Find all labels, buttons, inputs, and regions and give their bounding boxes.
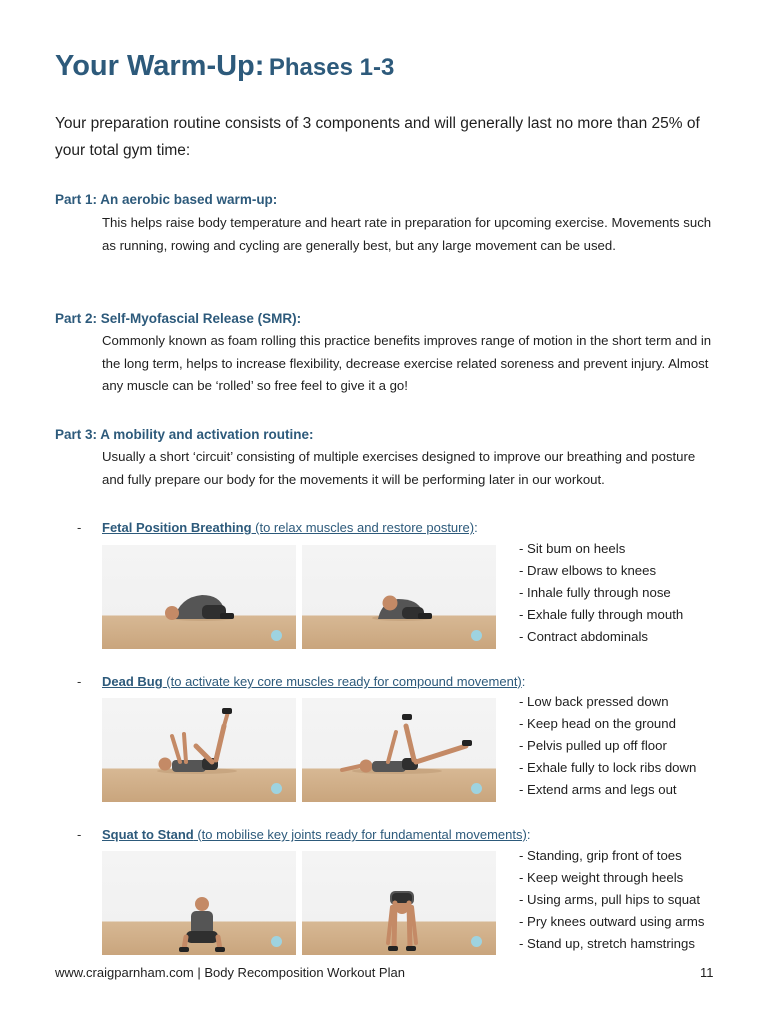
exercise-1-cue: - Sit bum on heels <box>519 541 626 556</box>
watermark-logo <box>471 630 482 641</box>
exercise-2-heading <box>102 674 525 689</box>
part-1-body: This helps raise body temperature and heart rate in preparation for upcoming exercise. Movements such as running, rowing and cycling are generally best, but any large movement can be used. <box>102 215 712 253</box>
exercise-1-photo-1 <box>102 545 296 649</box>
exercise-3-cue: - Pry knees outward using arms <box>519 914 705 929</box>
exercise-1-cue: - Inhale fully through nose <box>519 585 671 600</box>
exercise-2-photo-2 <box>302 698 496 802</box>
exercise-1-cue: - Draw elbows to knees <box>519 563 657 578</box>
exercise-3-name: Squat to Stand <box>102 827 194 842</box>
exercise-2-cue: - Low back pressed down <box>519 694 669 709</box>
exercise-2-cue: - Keep head on the ground <box>519 716 676 731</box>
part-2-body: Commonly known as foam rolling this practice benefits improves range of motion in the short term and in the long term, helps to increase flexibility, decrease exercise related soreness and prevent injury. Almost any muscle can be ‘rolled’ so free feel to give it a go! <box>102 333 712 393</box>
part-3-body: Usually a short ‘circuit’ consisting of multiple exercises designed to improve our breathing and posture and fully prepare our body for the movements it will be performing later in our workout. <box>102 449 696 487</box>
exercise-1-name: Fetal Position Breathing <box>102 520 252 535</box>
exercise-1-cue: - Contract abdominals <box>519 629 649 644</box>
exercise-2-photo-1 <box>102 698 296 802</box>
exercise-2-desc: (to activate key core muscles ready for compound movement) <box>162 674 522 689</box>
watermark-logo <box>271 630 282 641</box>
exercise-2-name: Dead Bug <box>102 674 163 689</box>
exercise-3-photo-1 <box>102 851 296 955</box>
watermark-logo <box>471 936 482 947</box>
exercise-3-dash: - <box>77 827 82 842</box>
exercise-3-cue: - Standing, grip front of toes <box>519 848 682 863</box>
part-3-heading: Part 3: A mobility and activation routine: <box>55 427 314 442</box>
exercise-3-desc: (to mobilise key joints ready for fundamental movements) <box>193 827 527 842</box>
exercise-3-colon: : <box>526 827 531 842</box>
exercise-1-desc: (to relax muscles and restore posture) <box>251 520 475 535</box>
intro-paragraph: Your preparation routine consists of 3 components and will generally last no more than 25% of your total gym time: <box>55 115 700 159</box>
exercise-1-colon: : <box>474 520 478 535</box>
exercise-3-heading <box>102 827 530 842</box>
exercise-2-cue: - Exhale fully to lock ribs down <box>519 760 697 775</box>
page-number: 11 <box>700 965 714 980</box>
watermark-logo <box>271 783 282 794</box>
page-title-main: Your Warm-Up: <box>55 50 265 82</box>
exercise-3-cue: - Stand up, stretch hamstrings <box>519 936 695 951</box>
exercise-1-photo-2 <box>302 545 496 649</box>
watermark-logo <box>271 936 282 947</box>
watermark-logo <box>471 783 482 794</box>
part-2-heading: Part 2: Self-Myofascial Release (SMR): <box>55 311 302 326</box>
exercise-2-cue: - Extend arms and legs out <box>519 782 677 797</box>
exercise-2-colon: : <box>521 674 526 689</box>
exercise-1-cues <box>519 538 683 648</box>
exercise-3-cues <box>519 845 704 955</box>
exercise-1-heading <box>102 520 478 535</box>
page-title <box>55 50 394 83</box>
exercise-3-cue: - Using arms, pull hips to squat <box>519 892 701 907</box>
exercise-3-photo-2 <box>302 851 496 955</box>
exercise-1-dash: - <box>77 520 82 535</box>
exercise-1-cue: - Exhale fully through mouth <box>519 607 684 622</box>
exercise-2-dash: - <box>77 674 82 689</box>
exercise-2-cue: - Pelvis pulled up off floor <box>519 738 667 753</box>
footer-text: www.craigparnham.com | Body Recomposition Workout Plan <box>55 965 405 980</box>
page-title-sub: Phases 1-3 <box>268 54 395 81</box>
exercise-3-cue: - Keep weight through heels <box>519 870 684 885</box>
exercise-2-cues <box>519 691 696 801</box>
part-1-heading: Part 1: An aerobic based warm-up: <box>55 192 278 207</box>
